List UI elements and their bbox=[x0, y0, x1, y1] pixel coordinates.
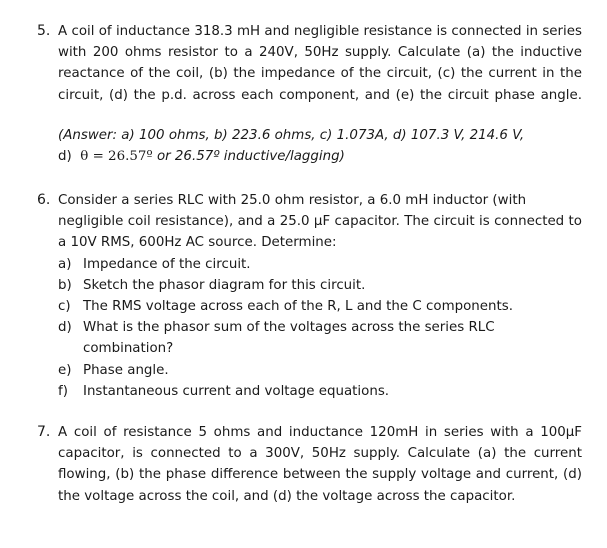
text-line: the voltage across the coil, and (d) the voltage across the capacitor. bbox=[58, 488, 516, 504]
question-number: 5. bbox=[37, 23, 51, 39]
answer-line: (Answer: a) 100 ohms, b) 223.6 ohms, c) 1.073A, d) 107.3 V, 214.6 V, bbox=[58, 128, 525, 143]
text-line: A coil of resistance 5 ohms and inductance 120mH in series with a 100μF bbox=[58, 425, 582, 440]
text-line: reactance of the coil, (b) the impedance of the circuit, (c) the current in the bbox=[58, 66, 582, 82]
text-line: Consider a series RLC with 25.0 ohm resistor, a 6.0 mH inductor (with bbox=[58, 193, 527, 208]
text-line: with 200 ohms resistor to a 240V, 50Hz supply. Calculate (a) the inductive bbox=[58, 45, 582, 61]
answer bbox=[58, 125, 582, 167]
text-line: capacitor, is connected to a 300V, 50Hz supply. Calculate (a) the current bbox=[58, 446, 582, 462]
question-text bbox=[58, 190, 582, 402]
answer-tail: or 26.57º inductive/lagging) bbox=[156, 149, 345, 165]
theta-value: θ = 26.57º bbox=[80, 149, 153, 165]
question-number: 7. bbox=[37, 424, 51, 440]
list-item: a) Impedance of the circuit. bbox=[58, 256, 251, 272]
answer-line bbox=[58, 146, 582, 167]
list-item: c) The RMS voltage across each of the R, L and the C components. bbox=[58, 298, 513, 314]
question-number: 6. bbox=[37, 192, 51, 208]
text-line: circuit, (d) the p.d. across each component, and (e) the circuit phase angle. bbox=[58, 87, 582, 103]
answer-label: d) bbox=[58, 149, 72, 165]
list-item: b) Sketch the phasor diagram for this circuit. bbox=[58, 277, 366, 293]
list-item: f) Instantaneous current and voltage equations. bbox=[58, 383, 390, 399]
text-line: a 10V RMS, 600Hz AC source. Determine: bbox=[58, 235, 337, 251]
question-text bbox=[58, 21, 582, 106]
list-item: d) What is the phasor sum of the voltages across the series RLC bbox=[58, 320, 495, 336]
text-line: negligible coil resistance), and a 25.0 μF capacitor. The circuit is connected to bbox=[58, 214, 582, 230]
list-item: e) Phase angle. bbox=[58, 362, 169, 378]
text-line: flowing, (b) the phase difference between the supply voltage and current, (d) bbox=[58, 467, 582, 483]
question-text bbox=[58, 422, 582, 507]
text-line: A coil of inductance 318.3 mH and negligible resistance is connected in series bbox=[58, 24, 582, 39]
list-item: combination? bbox=[83, 341, 174, 357]
